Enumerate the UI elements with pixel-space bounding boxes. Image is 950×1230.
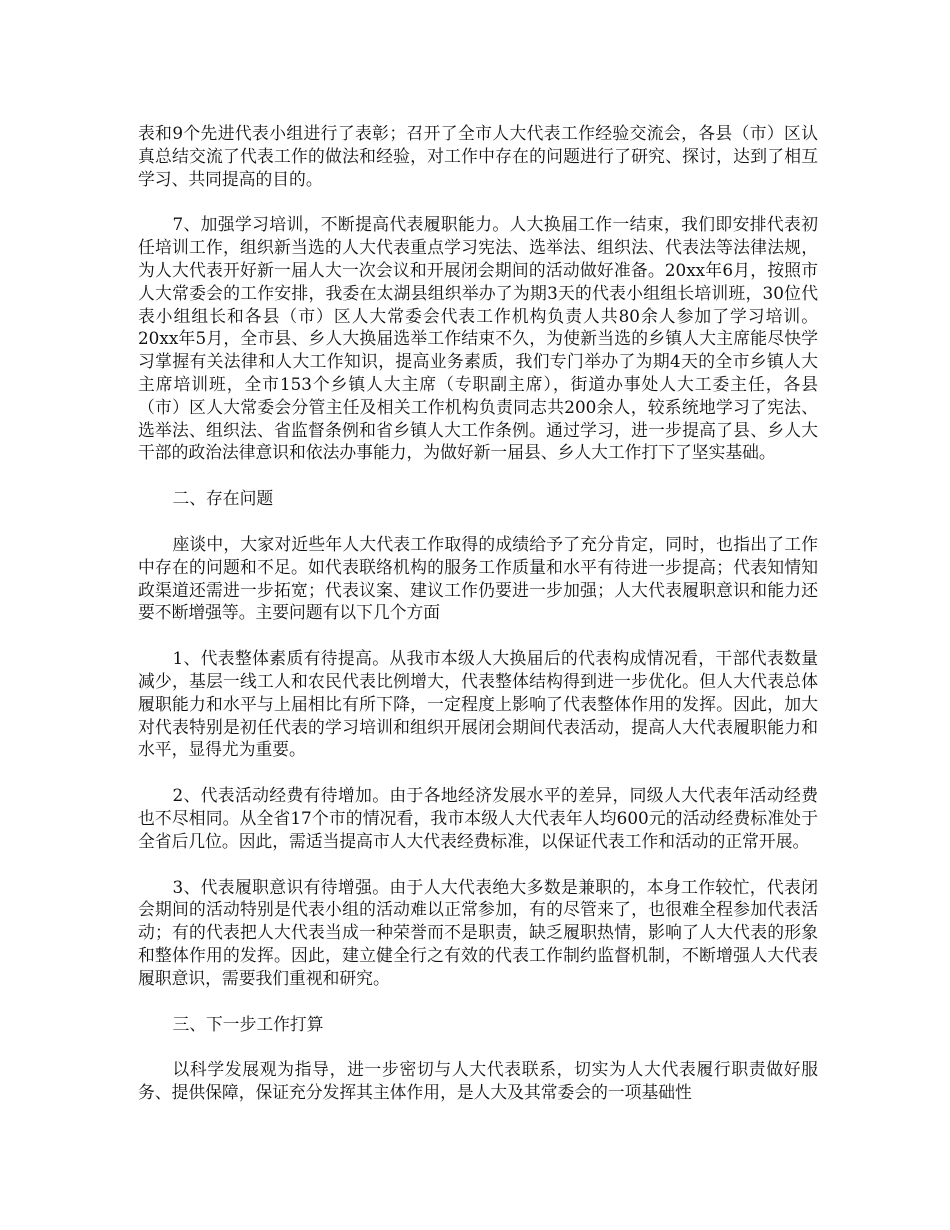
section-heading-next-steps: 三、下一步工作打算 xyxy=(172,1013,324,1034)
paragraph-problems-intro: 座谈中，大家对近些年人大代表工作取得的成绩给予了充分肯定，同时，也指出了工作中存在的问题和不足。如代表联络机构的服务工作质量和水平有待进一步提高；代表知情知政渠道还需进一步拓宽；代表议案、建议工作仍要进一步加强；人大代表履职意识和能力还要不断增强等。主要问题有以下几个方面 xyxy=(138,533,818,623)
paragraph-training: 7、加强学习培训，不断提高代表履职能力。人大换届工作一结束，我们即安排代表初任培训工作，组织新当选的人大代表重点学习宪法、选举法、组织法、代表法等法律法规，为人大代表开好新一届人大一次会议和开展闭会期间的活动做好准备。20xx年6月，按照市人大常委会的工作安排，我委在太湖县组织举办了为期3天的代表小组组长培训班，30位代表小组组长和各县（市）区人大常委会代表工作机构负责人共80余人参加了学习培训。20xx年5月，全市县、乡人大换届选举工作结束不久，为使新当选的乡镇人大主席能尽快学习掌握有关法律和人大工作知识，提高业务素质，我们专门举办了为期4天的全市乡镇人大主席培训班，全市153个乡镇人大主席（专职副主席），街道办事处人大工委主任，各县（市）区人大常委会分管主任及相关工作机构负责同志共200余人，较系统地学习了宪法、选举法、组织法、省监督条例和省乡镇人大工作条例。通过学习，进一步提高了县、乡人大干部的政治法律意识和依法办事能力，为做好新一届县、乡人大工作打下了坚实基础。 xyxy=(138,214,818,463)
paragraph-next-steps: 以科学发展观为指导，进一步密切与人大代表联系，切实为人大代表履行职责做好服务、提供保障，保证充分发挥其主体作用，是人大及其常委会的一项基础性 xyxy=(138,1059,818,1103)
paragraph-commendation-continuation: 表和9个先进代表小组进行了表彰；召开了全市人大代表工作经验交流会，各县（市）区认真总结交流了代表工作的做法和经验，对工作中存在的问题进行了研究、探讨，达到了相互学习、共同提高的目的。 xyxy=(138,123,818,189)
paragraph-problem-3: 3、代表履职意识有待增强。由于人大代表绝大多数是兼职的，本身工作较忙，代表闭会期间的活动特别是代表小组的活动难以正常参加，有的尽管来了，也很难全程参加代表活动；有的代表把人大代表当成一种荣誉而不是职责，缺乏履职热情，影响了人大代表的形象和整体作用的发挥。因此，建立健全行之有效的代表工作制约监督机制，不断增强人大代表履职意识，需要我们重视和研究。 xyxy=(138,876,818,988)
document-page xyxy=(138,122,818,1127)
paragraph-problem-2: 2、代表活动经费有待增加。由于各地经济发展水平的差异，同级人大代表年活动经费也不尽相同。从全省17个市的情况看，我市本级人大代表年人均600元的活动经费标准处于全省后几位。因此，需适当提高市人大代表经费标准，以保证代表工作和活动的正常开展。 xyxy=(138,785,818,851)
section-heading-problems: 二、存在问题 xyxy=(172,488,274,509)
paragraph-problem-1: 1、代表整体素质有待提高。从我市本级人大换届后的代表构成情况看，干部代表数量减少，基层一线工人和农民代表比例增大，代表整体结构得到进一步优化。但人大代表总体履职能力和水平与上届相比有所下降，一定程度上影响了代表整体作用的发挥。因此，加大对代表特别是初任代表的学习培训和组织开展闭会期间代表活动，提高人大代表履职能力和水平，显得尤为重要。 xyxy=(138,648,818,760)
